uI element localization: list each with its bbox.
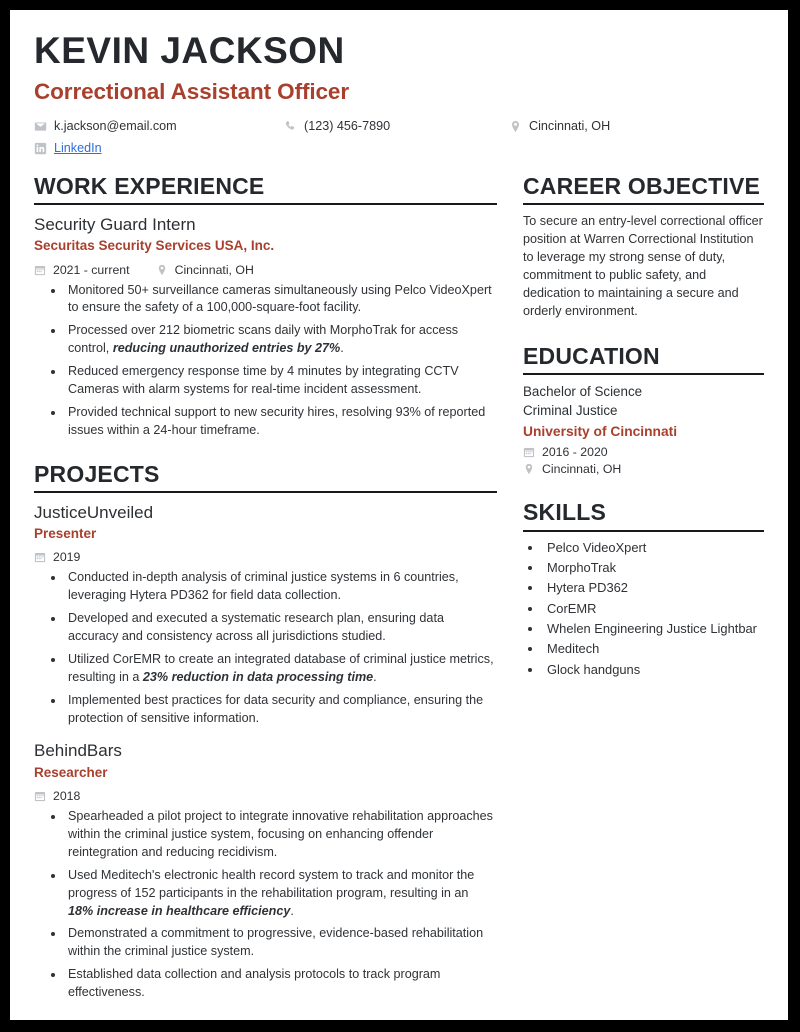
candidate-job-title: Correctional Assistant Officer	[34, 78, 349, 104]
skill-item: • Glock handguns	[543, 660, 764, 679]
work-entry-dates-text: 2021 - current	[53, 262, 130, 277]
education-dates-text: 2016 - 2020	[542, 445, 608, 460]
location-pin-icon	[509, 120, 522, 133]
project-entry-meta	[34, 789, 497, 803]
education-degree: Bachelor of Science	[523, 383, 643, 399]
section-career-objective	[523, 173, 764, 320]
section-heading-projects: PROJECTS	[34, 460, 160, 487]
resume-header	[34, 32, 764, 157]
resume-body	[34, 173, 764, 1007]
bullet-item: • Used Meditech's electronic health record system to track and monitor the progress of 152 participants in the rehabilitation program, resulting in an 18% increase in healthcare efficiency.	[65, 867, 497, 921]
section-heading-career-objective: CAREER OBJECTIVE	[523, 172, 761, 199]
section-divider	[34, 203, 497, 205]
section-projects	[34, 461, 497, 1002]
contact-row-secondary	[34, 140, 764, 157]
bullet-item: • Utilized CorEMR to create an integrated database of criminal justice metrics, resulting in a 23% reduction in data processing time.	[65, 651, 497, 687]
bullet-item: • Developed and executed a systematic research plan, ensuring data accuracy and consistency across all jurisdictions studied.	[65, 610, 497, 646]
work-entry-location-text: Cincinnati, OH	[174, 262, 254, 277]
career-objective-text: To secure an entry-level correctional officer position at Warren Correctional Institution to leverage my strong sense of duty, commitment to public safety, and dedication to maintaining a secure and orderly environment.	[523, 213, 763, 318]
contact-location-text: Cincinnati, OH	[529, 118, 611, 133]
bullet-item: • Monitored 50+ surveillance cameras simultaneously using Pelco VideoXpert to ensure the safety of a 100,000-square-foot facility.	[65, 282, 497, 318]
contact-linkedin-text[interactable]: LinkedIn	[54, 140, 102, 155]
skills-list	[523, 538, 764, 680]
work-entry	[34, 214, 497, 440]
left-column	[34, 173, 497, 1007]
work-entry-location	[156, 263, 254, 277]
bullet-emphasis: 18% increase in healthcare efficiency	[68, 903, 291, 918]
work-entry-role: Security Guard Intern	[34, 214, 196, 234]
bullet-emphasis: reducing unauthorized entries by 27%	[112, 341, 341, 356]
section-divider	[523, 530, 764, 532]
contact-linkedin[interactable]	[34, 140, 284, 157]
contact-block	[34, 118, 764, 157]
skill-item: • MorphoTrak	[543, 558, 764, 577]
project-entry-name: JusticeUnveiled	[34, 502, 154, 522]
education-field: Criminal Justice	[523, 403, 618, 419]
project-entry-bullets	[34, 569, 497, 727]
section-divider	[523, 203, 764, 205]
envelope-icon	[34, 120, 47, 133]
calendar-icon	[34, 551, 46, 563]
contact-row-primary	[34, 118, 764, 135]
project-entry-name: BehindBars	[34, 741, 122, 761]
bullet-item: • Established data collection and analysis protocols to track program effectiveness.	[65, 966, 497, 1002]
bullet-item: • Demonstrated a commitment to progressive, evidence-based rehabilitation within the criminal justice system.	[65, 925, 497, 961]
contact-email[interactable]	[34, 118, 284, 135]
location-pin-icon	[156, 264, 168, 276]
section-heading-work-experience: WORK EXPERIENCE	[34, 172, 265, 199]
contact-location	[509, 118, 764, 135]
bullet-emphasis: 23% reduction in data processing time	[142, 669, 374, 684]
section-divider	[523, 373, 764, 375]
section-heading-skills: SKILLS	[523, 499, 606, 526]
skill-item: • Whelen Engineering Justice Lightbar	[543, 619, 764, 638]
bullet-item: • Spearheaded a pilot project to integrate innovative rehabilitation approaches within the criminal justice system, focusing on enhancing offender reintegration and reducing recidivism.	[65, 808, 497, 862]
right-column	[523, 173, 764, 680]
project-entry-dates-text: 2018	[53, 789, 81, 804]
project-entry-dates	[34, 550, 80, 564]
project-entry-bullets	[34, 808, 497, 1002]
education-entry	[523, 382, 764, 477]
linkedin-icon	[34, 142, 47, 155]
calendar-icon	[34, 790, 46, 802]
project-entry-role: Researcher	[34, 764, 108, 780]
project-entry	[34, 740, 497, 1002]
section-education	[523, 343, 764, 477]
skill-item: • Hytera PD362	[543, 578, 764, 597]
project-entry	[34, 502, 497, 728]
education-dates	[523, 445, 764, 459]
skill-item: • Pelco VideoXpert	[543, 538, 764, 557]
work-entry-bullets	[34, 282, 497, 440]
section-heading-education: EDUCATION	[523, 342, 660, 369]
location-pin-icon	[523, 463, 535, 475]
skill-item: • Meditech	[543, 639, 764, 658]
skill-item: • CorEMR	[543, 599, 764, 618]
project-entry-role: Presenter	[34, 525, 97, 541]
section-skills	[523, 499, 764, 679]
project-entry-meta	[34, 550, 497, 564]
bullet-item: • Provided technical support to new security hires, resolving 93% of reported issues within a 24-hour timeframe.	[65, 404, 497, 440]
project-entry-dates-text: 2019	[53, 550, 81, 565]
work-entry-dates	[34, 263, 130, 277]
bullet-item: • Reduced emergency response time by 4 minutes by integrating CCTV Cameras with alarm systems for real-time incident assessment.	[65, 363, 497, 399]
education-location-text: Cincinnati, OH	[542, 462, 622, 477]
section-work-experience	[34, 173, 497, 440]
phone-icon	[284, 120, 297, 133]
project-entry-dates	[34, 789, 80, 803]
resume-page	[10, 10, 788, 1020]
work-entry-meta	[34, 263, 497, 277]
contact-phone[interactable]	[284, 118, 509, 135]
bullet-item: • Conducted in-depth analysis of criminal justice systems in 6 countries, leveraging Hytera PD362 for field data collection.	[65, 569, 497, 605]
work-entry-organization: Securitas Security Services USA, Inc.	[34, 237, 275, 253]
education-school: University of Cincinnati	[523, 423, 678, 439]
education-location	[523, 462, 764, 476]
calendar-icon	[34, 264, 46, 276]
bullet-item: • Processed over 212 biometric scans daily with MorphoTrak for access control, reducing unauthorized entries by 27%.	[65, 322, 497, 358]
section-divider	[34, 491, 497, 493]
contact-email-text: k.jackson@email.com	[54, 118, 177, 133]
bullet-item: • Implemented best practices for data security and compliance, ensuring the protection of sensitive information.	[65, 692, 497, 728]
candidate-name: KEVIN JACKSON	[34, 30, 345, 71]
calendar-icon	[523, 446, 535, 458]
contact-phone-text: (123) 456-7890	[304, 118, 391, 133]
